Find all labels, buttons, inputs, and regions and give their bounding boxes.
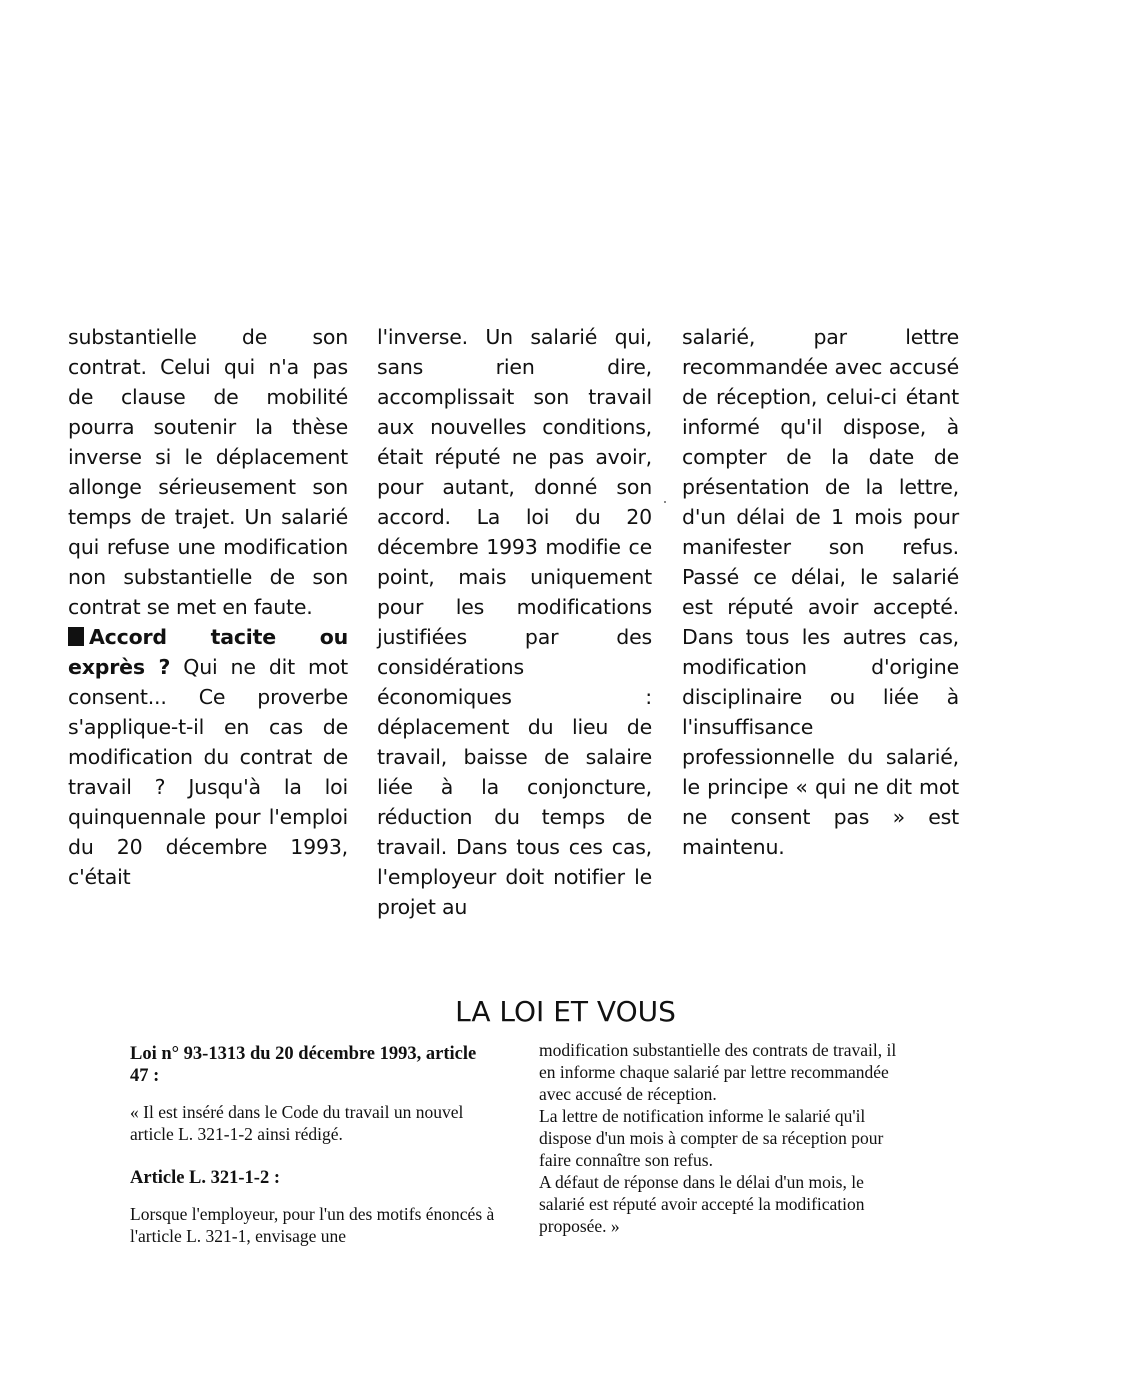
law-heading-1: Loi n° 93-1313 du 20 décembre 1993, article 47 : xyxy=(130,1044,477,1086)
article-column-3 xyxy=(682,322,959,862)
law-column-left xyxy=(130,1043,495,1247)
law-right-text-3: A défaut de réponse dans le délai d'un mois, le salarié est réputé avoir accepté la modification proposée. » xyxy=(539,1172,865,1236)
square-bullet-icon xyxy=(68,627,84,646)
article-column-1 xyxy=(68,322,348,892)
print-speck xyxy=(664,501,666,503)
section-lead: Accord tacite ou exprès ? xyxy=(68,625,348,679)
col2-paragraph-1: l'inverse. Un salarié qui, sans rien dire, accomplissait son travail aux nouvelles conditions, était réputé ne pas avoir, pour autant, donné son accord. La loi du 20 décembre 1993 modifie ce point, mais uniquement pour les modifications justifiées par des considérations économiques : déplacement du lieu de travail, baisse de salaire liée à la conjoncture, réduction du temps de travail. Dans tous ces cas, l'employeur doit notifier le projet au xyxy=(377,325,652,919)
article-column-2 xyxy=(377,322,652,922)
law-text-2: Lorsque l'employeur, pour l'un des motifs énoncés à l'article L. 321-1, envisage une xyxy=(130,1204,495,1246)
law-right-text-2: La lettre de notification informe le salarié qu'il dispose d'un mois à compter de sa réception pour faire connaître son refus. xyxy=(539,1106,884,1170)
law-right-text-1: modification substantielle des contrats de travail, il en informe chaque salarié par lettre recommandée avec accusé de réception. xyxy=(539,1040,897,1104)
col1-paragraph-1: substantielle de son contrat. Celui qui n'a pas de clause de mobilité pourra soutenir la thèse inverse si le déplacement allonge sérieusement son temps de trajet. Un salarié qui refuse une modification non substantielle de son contrat se met en faute. xyxy=(68,325,348,619)
box-title: LA LOI ET VOUS xyxy=(455,995,676,1028)
law-column-right xyxy=(539,1039,904,1237)
law-text-1: « Il est inséré dans le Code du travail un nouvel article L. 321-1-2 ainsi rédigé. xyxy=(130,1102,464,1144)
col1-paragraph-2-text: Qui ne dit mot consent... Ce proverbe s'applique-t-il en cas de modification du contrat de travail ? Jusqu'à la loi quinquennale pour l'emploi du 20 décembre 1993, c'était xyxy=(68,655,348,889)
law-heading-2: Article L. 321-1-2 : xyxy=(130,1168,281,1188)
col3-paragraph-1: salarié, par lettre recommandée avec accusé de réception, celui-ci étant informé qu'il dispose, à compter de la date de présentation de la lettre, d'un délai de 1 mois pour manifester son refus. Passé ce délai, le salarié est réputé avoir accepté. Dans tous les autres cas, modification d'origine disciplinaire ou liée à l'insuffisance professionnelle du salarié, le principe « qui ne dit mot ne consent pas » est maintenu. xyxy=(682,325,959,859)
col1-paragraph-2 xyxy=(68,622,348,892)
